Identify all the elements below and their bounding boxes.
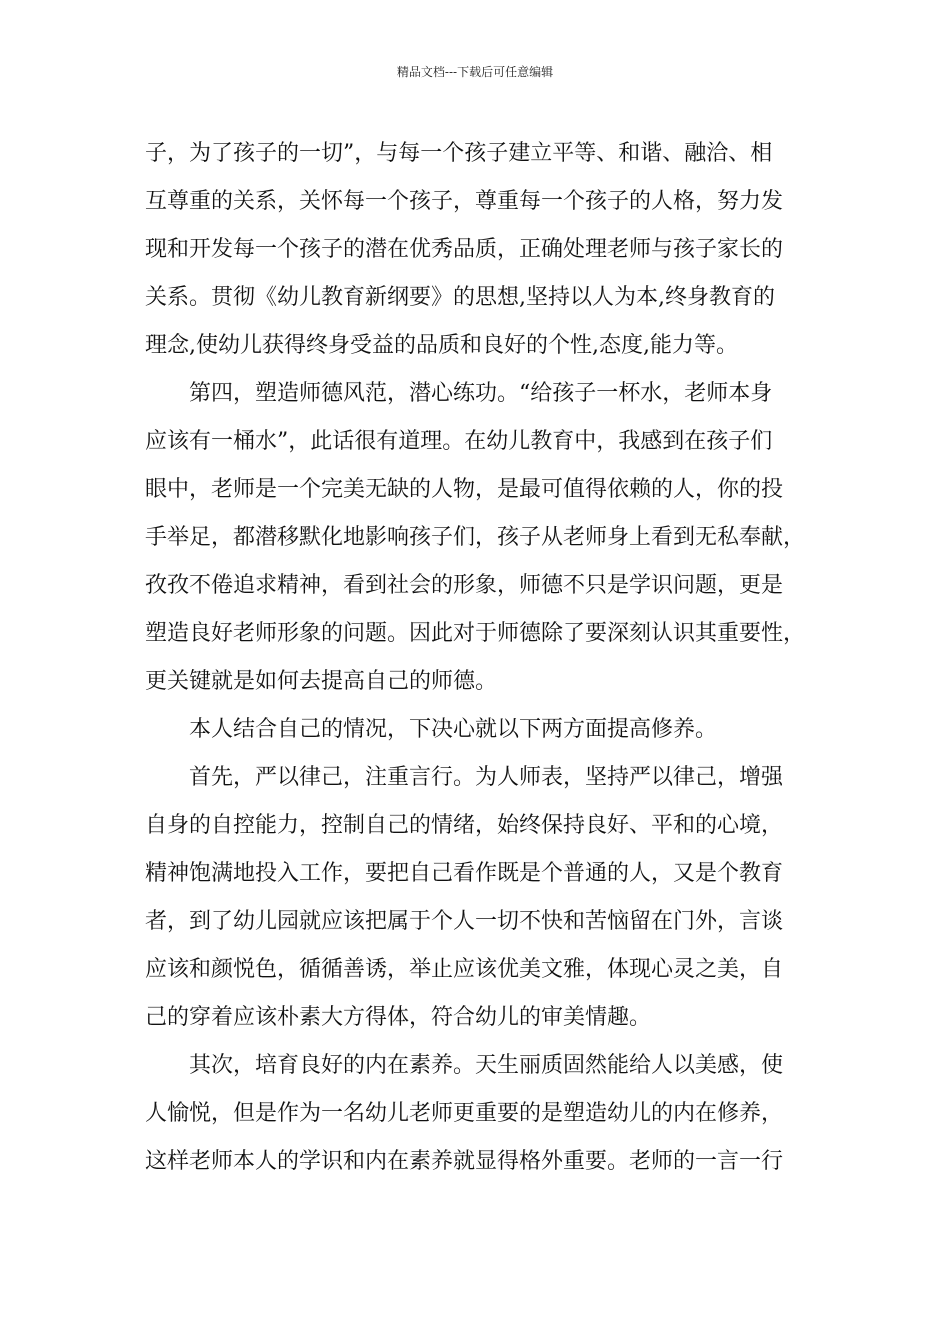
text-line: 更关键就是如何去提高自己的师德。	[145, 669, 498, 694]
paragraph-start-line: 第四，塑造师德风范，潜心练功。“给孩子一杯水，老师本身	[189, 381, 773, 406]
text-line: 应该和颜悦色，循循善诱，举止应该优美文雅，体现心灵之美，自	[145, 957, 784, 982]
text-line: 关系。贯彻《幼儿教育新纲要》的思想,坚持以人为本,终身教育的	[145, 285, 775, 310]
document-body	[145, 130, 825, 1186]
text-line: 眼中，老师是一个完美无缺的人物，是最可值得依赖的人，你的投	[145, 477, 784, 502]
text-line: 子，为了孩子的一切”，与每一个孩子建立平等、和谐、融洽、相	[145, 141, 773, 166]
page-header: 精品文档---下载后可任意编辑	[396, 65, 554, 79]
text-line: 己的穿着应该朴素大方得体，符合幼儿的审美情趣。	[145, 1005, 652, 1030]
text-line: 塑造良好老师形象的问题。因此对于师德除了要深刻认识其重要性，	[145, 621, 806, 646]
paragraph-start-line: 首先，严以律己，注重言行。为人师表，坚持严以律己，增强	[189, 765, 784, 790]
text-line: 理念,使幼儿获得终身受益的品质和良好的个性,态度,能力等。	[145, 333, 738, 358]
text-line: 者，到了幼儿园就应该把属于个人一切不快和苦恼留在门外，言谈	[145, 909, 784, 934]
paragraph-start-line: 其次，培育良好的内在素养。天生丽质固然能给人以美感，使	[189, 1053, 784, 1078]
text-line: 自身的自控能力，控制自己的情绪，始终保持良好、平和的心境，	[145, 813, 784, 838]
text-line: 互尊重的关系，关怀每一个孩子，尊重每一个孩子的人格，努力发	[145, 189, 784, 214]
text-line: 精神饱满地投入工作，要把自己看作既是个普通的人，又是个教育	[145, 861, 784, 886]
paragraph-start-line: 本人结合自己的情况，下决心就以下两方面提高修养。	[189, 717, 718, 742]
text-line: 孜孜不倦追求精神，看到社会的形象，师德不只是学识问题，更是	[145, 573, 784, 598]
text-line: 应该有一桶水”，此话很有道理。在幼儿教育中，我感到在孩子们	[145, 429, 773, 454]
text-line: 手举足，都潜移默化地影响孩子们，孩子从老师身上看到无私奉献，	[145, 525, 806, 550]
text-line: 这样老师本人的学识和内在素养就显得格外重要。老师的一言一行	[145, 1149, 784, 1174]
text-line: 现和开发每一个孩子的潜在优秀品质，正确处理老师与孩子家长的	[145, 237, 784, 262]
text-line: 人愉悦，但是作为一名幼儿老师更重要的是塑造幼儿的内在修养，	[145, 1101, 784, 1126]
